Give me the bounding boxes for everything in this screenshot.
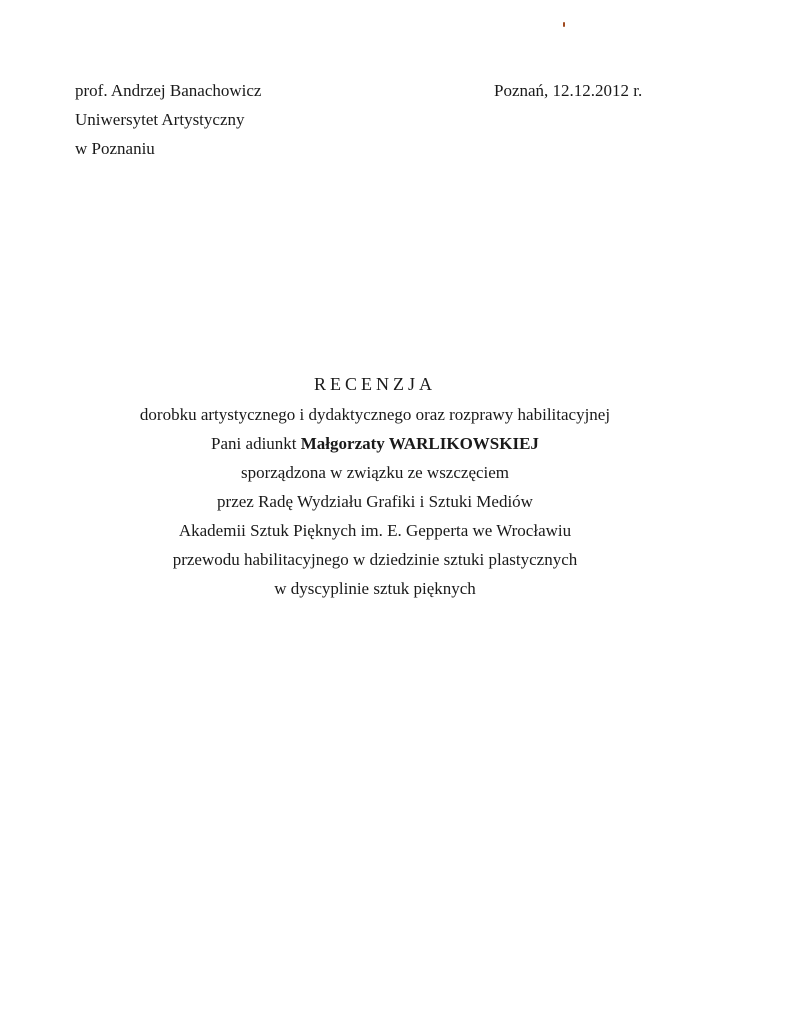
review-line-4: przez Radę Wydziału Grafiki i Sztuki Mediów	[217, 492, 533, 511]
review-title-block	[0, 368, 750, 603]
sender-city: w Poznaniu	[75, 139, 155, 158]
review-line-6: przewodu habilitacyjnego w dziedzinie sztuki plastycznych	[172, 550, 578, 569]
document-date: Poznań, 12.12.2012 r.	[494, 81, 643, 100]
scan-speck	[563, 22, 565, 27]
review-line-2-prefix: Pani adiunkt	[211, 434, 301, 453]
review-line-7: w dyscyplinie sztuk pięknych	[274, 579, 476, 598]
sender-institution: Uniwersytet Artystyczny	[75, 110, 245, 129]
review-heading: RECENZJA	[314, 374, 436, 394]
review-line-1: dorobku artystycznego i dydaktycznego oraz rozprawy habilitacyjnej	[139, 405, 611, 424]
candidate-name: Małgorzaty WARLIKOWSKIEJ	[300, 434, 539, 453]
review-line-2	[0, 429, 750, 458]
sender-name: prof. Andrzej Banachowicz	[75, 81, 262, 100]
review-line-5: Akademii Sztuk Pięknych im. E. Gepperta we Wrocławiu	[178, 521, 572, 540]
review-line-3: sporządzona w związku ze wszczęciem	[240, 463, 510, 482]
sender-block	[75, 76, 261, 163]
